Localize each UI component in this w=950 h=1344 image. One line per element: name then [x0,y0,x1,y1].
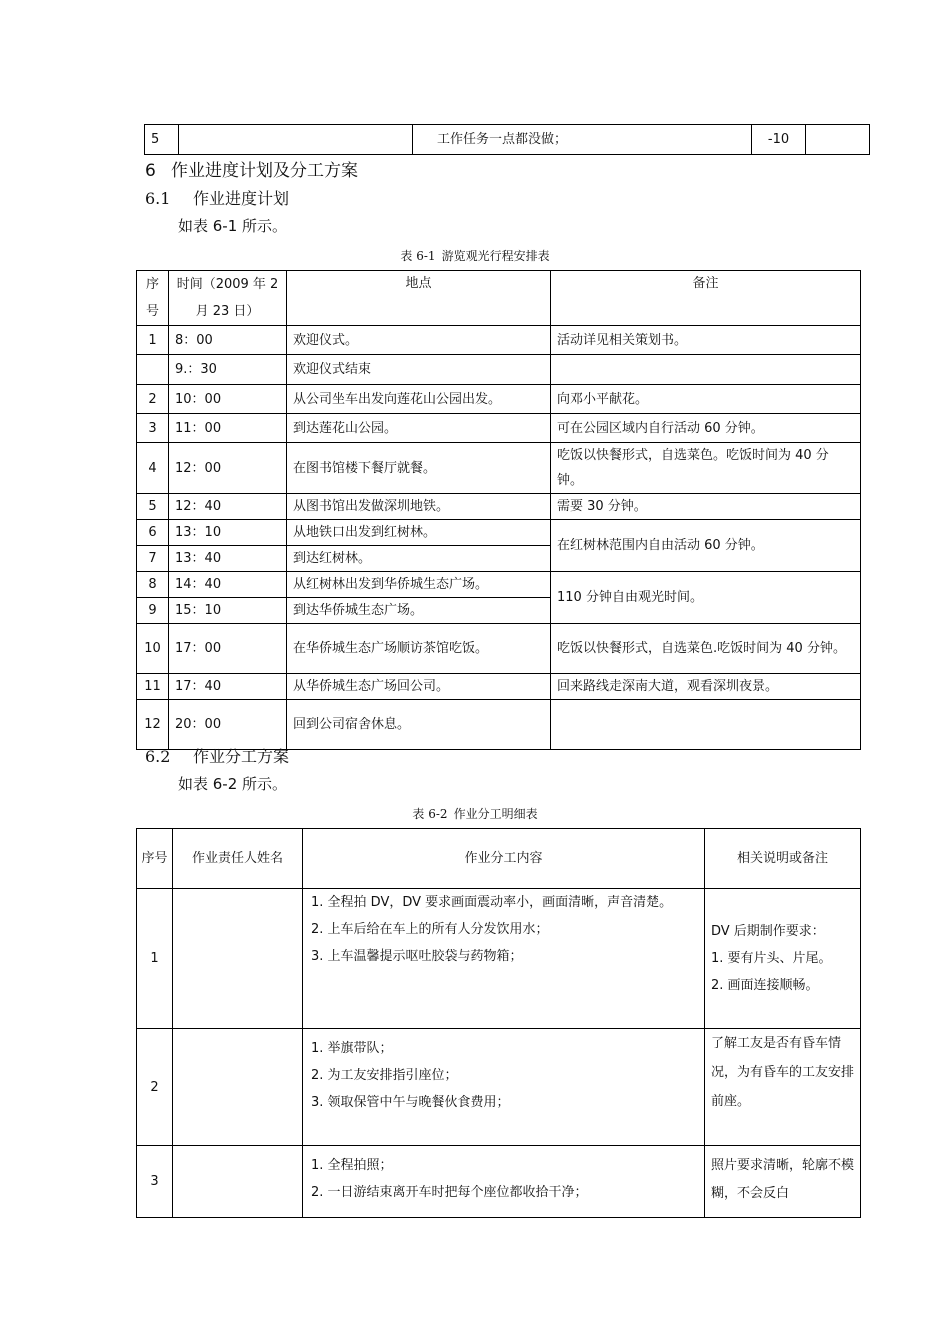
table-6-1-caption [0,247,950,264]
cell-place: 在华侨城生态广场顺访茶馆吃饭。 [287,624,551,674]
cell-name [179,125,413,155]
cell-no: 2 [137,385,169,414]
cell-note: 吃饭以快餐形式，自选菜色.吃饭时间为 40 分钟。 [551,624,861,674]
table-row [137,385,861,414]
cell-content [303,1146,705,1218]
cell-note [551,355,861,385]
cell-time: 15：10 [169,598,287,624]
cell-no: 5 [145,125,179,155]
task-list [311,1152,696,1206]
table-row [145,125,870,155]
cell-note: 活动详见相关策划书。 [551,326,861,355]
list-item: 2. 上车后给在车上的所有人分发饮用水； [311,922,549,937]
cell-no: 4 [137,443,169,494]
cell-note: 需要 30 分钟。 [551,494,861,520]
cell-time: 13：10 [169,520,287,546]
table-row [137,443,861,494]
cell-note [705,1146,861,1218]
task-list [311,889,696,970]
section-number: 6.1 [145,189,171,208]
cell-place: 欢迎仪式结束 [287,355,551,385]
cell-time: 13：40 [169,546,287,572]
cell-place: 回到公司宿舍休息。 [287,700,551,750]
cell-place: 欢迎仪式。 [287,326,551,355]
cell-time: 17：40 [169,674,287,700]
section-6-1-text: 如表 6-1 所示。 [178,217,288,235]
table-row [137,700,861,750]
section-title: 作业进度计划 [193,189,290,208]
cell-no [137,355,169,385]
cell-time: 11：00 [169,414,287,443]
cell-place: 从华侨城生态广场回公司。 [287,674,551,700]
cell-time: 20：00 [169,700,287,750]
cell-no: 1 [137,326,169,355]
cell-place: 到达红树林。 [287,546,551,572]
cell-no: 9 [137,598,169,624]
caption-title: 游览观光行程安排表 [441,249,550,263]
previous-table-fragment [144,124,870,155]
cell-no: 3 [137,1146,173,1218]
section-number: 6.2 [145,747,171,766]
header-content: 作业分工内容 [303,829,705,889]
cell-extra [806,125,870,155]
cell-time: 14：40 [169,572,287,598]
cell-time: 17：00 [169,624,287,674]
note-line: 了解工友是否有昏车情况，为有昏车的工友安排前座。 [711,1036,855,1109]
cell-no: 3 [137,414,169,443]
table-row [137,889,861,1029]
header-person: 作业责任人姓名 [173,829,303,889]
caption-title: 作业分工明细表 [453,807,538,821]
caption-id: 表 6-2 [412,807,448,821]
task-list [311,1035,696,1116]
cell-no: 5 [137,494,169,520]
list-item: 1. 举旗带队； [311,1041,393,1056]
header-no: 序号 [137,829,173,889]
cell-score: -10 [752,125,806,155]
section-title: 作业分工方案 [193,747,290,766]
table-row [137,624,861,674]
caption-id: 表 6-1 [400,249,436,263]
cell-place: 在图书馆楼下餐厅就餐。 [287,443,551,494]
section-6-2-text: 如表 6-2 所示。 [178,775,288,793]
section-title: 作业进度计划及分工方案 [171,161,358,181]
cell-note: 回来路线走深南大道，观看深圳夜景。 [551,674,861,700]
list-item: 1. 全程拍照； [311,1158,393,1173]
cell-content: 工作任务一点都没做； [413,125,752,155]
table-row [137,674,861,700]
cell-note: 可在公园区域内自行活动 60 分钟。 [551,414,861,443]
header-note: 备注 [551,271,861,326]
cell-note: 吃饭以快餐形式，自选菜色。吃饭时间为 40 分钟。 [551,443,861,494]
cell-time: 9.：30 [169,355,287,385]
cell-place: 从图书馆出发做深圳地铁。 [287,494,551,520]
list-item: 2. 一日游结束离开车时把每个座位都收拾干净； [311,1185,588,1200]
section-6-2-heading [145,744,289,767]
table-row [137,520,861,546]
cell-content [303,1029,705,1146]
cell-person [173,1146,303,1218]
table-row [137,494,861,520]
cell-time: 12：40 [169,494,287,520]
note-line: 照片要求清晰，轮廓不模糊，不会反白 [711,1158,855,1201]
table-row [137,414,861,443]
note-line: DV 后期制作要求： [711,924,825,939]
table-6-2-caption [0,805,950,822]
table-header-row [137,829,861,889]
section-6-1-heading [145,186,289,209]
schedule-table [136,270,861,750]
cell-no: 6 [137,520,169,546]
header-note: 相关说明或备注 [705,829,861,889]
list-item: 2. 为工友安排指引座位； [311,1068,458,1083]
cell-no: 11 [137,674,169,700]
cell-place: 从公司坐车出发向莲花山公园出发。 [287,385,551,414]
cell-note [705,889,861,1029]
header-time: 时间（2009 年 2 月 23 日） [169,271,287,326]
cell-no: 2 [137,1029,173,1146]
cell-person [173,1029,303,1146]
cell-time: 10：00 [169,385,287,414]
table-row [137,572,861,598]
cell-note [551,700,861,750]
cell-no: 10 [137,624,169,674]
cell-no: 12 [137,700,169,750]
table-row [137,1146,861,1218]
table-row [137,1029,861,1146]
list-item: 3. 上车温馨提示呕吐胶袋与药物箱； [311,949,523,964]
section-number: 6 [145,161,156,181]
cell-note: 在红树林范围内自由活动 60 分钟。 [551,520,861,572]
cell-no: 8 [137,572,169,598]
list-item: 1. 全程拍 DV，DV 要求画面震动率小，画面清晰，声音清楚。 [311,895,673,910]
cell-place: 到达华侨城生态广场。 [287,598,551,624]
table-row [137,326,861,355]
cell-content [303,889,705,1029]
cell-no: 1 [137,889,173,1029]
cell-time: 12：00 [169,443,287,494]
list-item: 3. 领取保管中午与晚餐伙食费用； [311,1095,510,1110]
note-line: 1. 要有片头、片尾。 [711,951,832,966]
division-table [136,828,861,1218]
cell-place: 从红树林出发到华侨城生态广场。 [287,572,551,598]
header-no: 序号 [137,271,169,326]
cell-note: 110 分钟自由观光时间。 [551,572,861,624]
table-header-row [137,271,861,326]
cell-note [705,1029,861,1146]
cell-note: 向邓小平献花。 [551,385,861,414]
section-6-heading [145,156,358,181]
cell-person [173,889,303,1029]
table-row [137,355,861,385]
cell-no: 7 [137,546,169,572]
cell-place: 从地铁口出发到红树林。 [287,520,551,546]
note-line: 2. 画面连接顺畅。 [711,978,819,993]
header-place: 地点 [287,271,551,326]
cell-time: 8：00 [169,326,287,355]
cell-place: 到达莲花山公园。 [287,414,551,443]
